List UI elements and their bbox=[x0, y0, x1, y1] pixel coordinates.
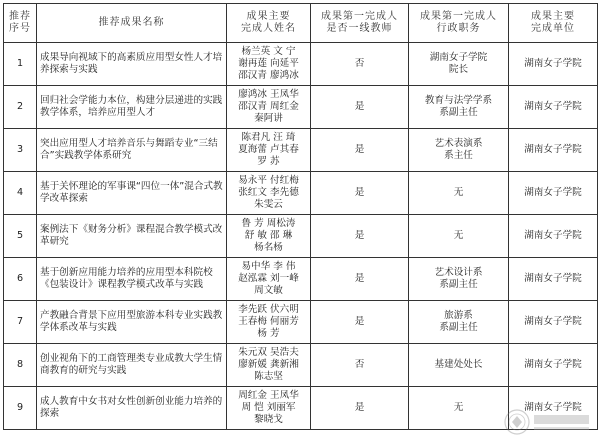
row-unit: 湖南女子学院 bbox=[509, 344, 598, 387]
row-unit: 湖南女子学院 bbox=[509, 301, 598, 344]
recommendation-table bbox=[3, 3, 598, 430]
row-first-teacher: 是 bbox=[311, 387, 409, 430]
row-index: 1 bbox=[4, 43, 37, 86]
row-members: 易永平 付红梅 张红文 李先德 朱雯云 bbox=[227, 172, 311, 215]
row-unit: 湖南女子学院 bbox=[509, 43, 598, 86]
header-unit: 成果主要 完成单位 bbox=[509, 4, 598, 43]
row-first-teacher: 是 bbox=[311, 129, 409, 172]
row-first-position: 无 bbox=[409, 215, 509, 258]
row-first-position: 艺术设计系 系副主任 bbox=[409, 258, 509, 301]
row-name: 突出应用型人才培养音乐与舞蹈专业“三结合”实践教学体系研究 bbox=[37, 129, 227, 172]
table-row bbox=[4, 215, 598, 258]
table-row bbox=[4, 86, 598, 129]
row-index: 2 bbox=[4, 86, 37, 129]
row-first-position: 艺术表演系 系主任 bbox=[409, 129, 509, 172]
row-name: 基于创新应用能力培养的应用型本科院校《包装设计》课程教学模式改革与实践 bbox=[37, 258, 227, 301]
table-header-row bbox=[4, 4, 598, 43]
row-index: 4 bbox=[4, 172, 37, 215]
row-first-teacher: 是 bbox=[311, 86, 409, 129]
row-members: 朱元双 吴浩夫 廖新媛 龚新湘 陈志坚 bbox=[227, 344, 311, 387]
row-unit: 湖南女子学院 bbox=[509, 129, 598, 172]
row-unit: 湖南女子学院 bbox=[509, 258, 598, 301]
row-unit: 湖南女子学院 bbox=[509, 215, 598, 258]
header-name: 推荐成果名称 bbox=[37, 4, 227, 43]
row-members: 周红金 王凤华 周 恺 刘丽军 黎晓戈 bbox=[227, 387, 311, 430]
row-first-position: 湖南女子学院 院长 bbox=[409, 43, 509, 86]
row-first-teacher: 否 bbox=[311, 344, 409, 387]
row-first-teacher: 否 bbox=[311, 43, 409, 86]
row-index: 9 bbox=[4, 387, 37, 430]
header-members: 成果主要 完成人姓名 bbox=[227, 4, 311, 43]
row-first-teacher: 是 bbox=[311, 215, 409, 258]
table-row bbox=[4, 258, 598, 301]
row-name: 回归社会学能力本位，构建分层递进的实践教学体系，培养应用型人才 bbox=[37, 86, 227, 129]
row-members: 陈君凡 汪 琦 夏海蕾 卢其春 罗 苏 bbox=[227, 129, 311, 172]
row-first-position: 旅游系 系副主任 bbox=[409, 301, 509, 344]
table-row bbox=[4, 129, 598, 172]
table-row bbox=[4, 344, 598, 387]
row-name: 创业视角下的工商管理类专业成教大学生情商教育的研究与实践 bbox=[37, 344, 227, 387]
row-unit: 湖南女子学院 bbox=[509, 86, 598, 129]
table-row bbox=[4, 43, 598, 86]
row-name: 成果导向视域下的高素质应用型女性人才培养探索与实践 bbox=[37, 43, 227, 86]
row-name: 产教融合背景下应用型旅游本科专业实践教学体系改革与实践 bbox=[37, 301, 227, 344]
row-index: 8 bbox=[4, 344, 37, 387]
row-first-position: 基建处处长 bbox=[409, 344, 509, 387]
row-name: 成人教育中女书对女性创新创业能力培养的探索 bbox=[37, 387, 227, 430]
row-members: 鲁 芳 周松涛 舒 敏 邵 琳 杨名杨 bbox=[227, 215, 311, 258]
row-members: 廖鸿冰 王凤华 邵汉青 周红金 秦阿讲 bbox=[227, 86, 311, 129]
row-members: 杨兰英 文 宁 谢再莲 向延平 邵汉青 廖鸿冰 bbox=[227, 43, 311, 86]
school-seal-icon bbox=[502, 407, 594, 437]
row-unit: 湖南女子学院 bbox=[509, 172, 598, 215]
row-members: 易中华 李 伟 赵泓霖 刘一峰 周文敏 bbox=[227, 258, 311, 301]
row-index: 3 bbox=[4, 129, 37, 172]
table-row bbox=[4, 301, 598, 344]
row-index: 5 bbox=[4, 215, 37, 258]
row-index: 7 bbox=[4, 301, 37, 344]
header-first-position: 成果第一完成人 行政职务 bbox=[409, 4, 509, 43]
table-row bbox=[4, 172, 598, 215]
row-first-position: 教育与法学学系 系副主任 bbox=[409, 86, 509, 129]
row-members: 李先跃 伏六明 王春梅 何丽芳 杨 芳 bbox=[227, 301, 311, 344]
row-first-position: 无 bbox=[409, 387, 509, 430]
row-first-teacher: 是 bbox=[311, 301, 409, 344]
row-first-teacher: 是 bbox=[311, 172, 409, 215]
header-index: 推荐 序号 bbox=[4, 4, 37, 43]
row-unit: 湖南女子学院 bbox=[509, 387, 598, 430]
row-first-teacher: 是 bbox=[311, 258, 409, 301]
row-first-position: 无 bbox=[409, 172, 509, 215]
row-name: 案例法下《财务分析》课程混合教学模式改革研究 bbox=[37, 215, 227, 258]
row-index: 6 bbox=[4, 258, 37, 301]
header-first-teacher: 成果第一完成人 是否一线教师 bbox=[311, 4, 409, 43]
row-name: 基于关怀理论的军事课“四位一体”混合式教学改革探索 bbox=[37, 172, 227, 215]
